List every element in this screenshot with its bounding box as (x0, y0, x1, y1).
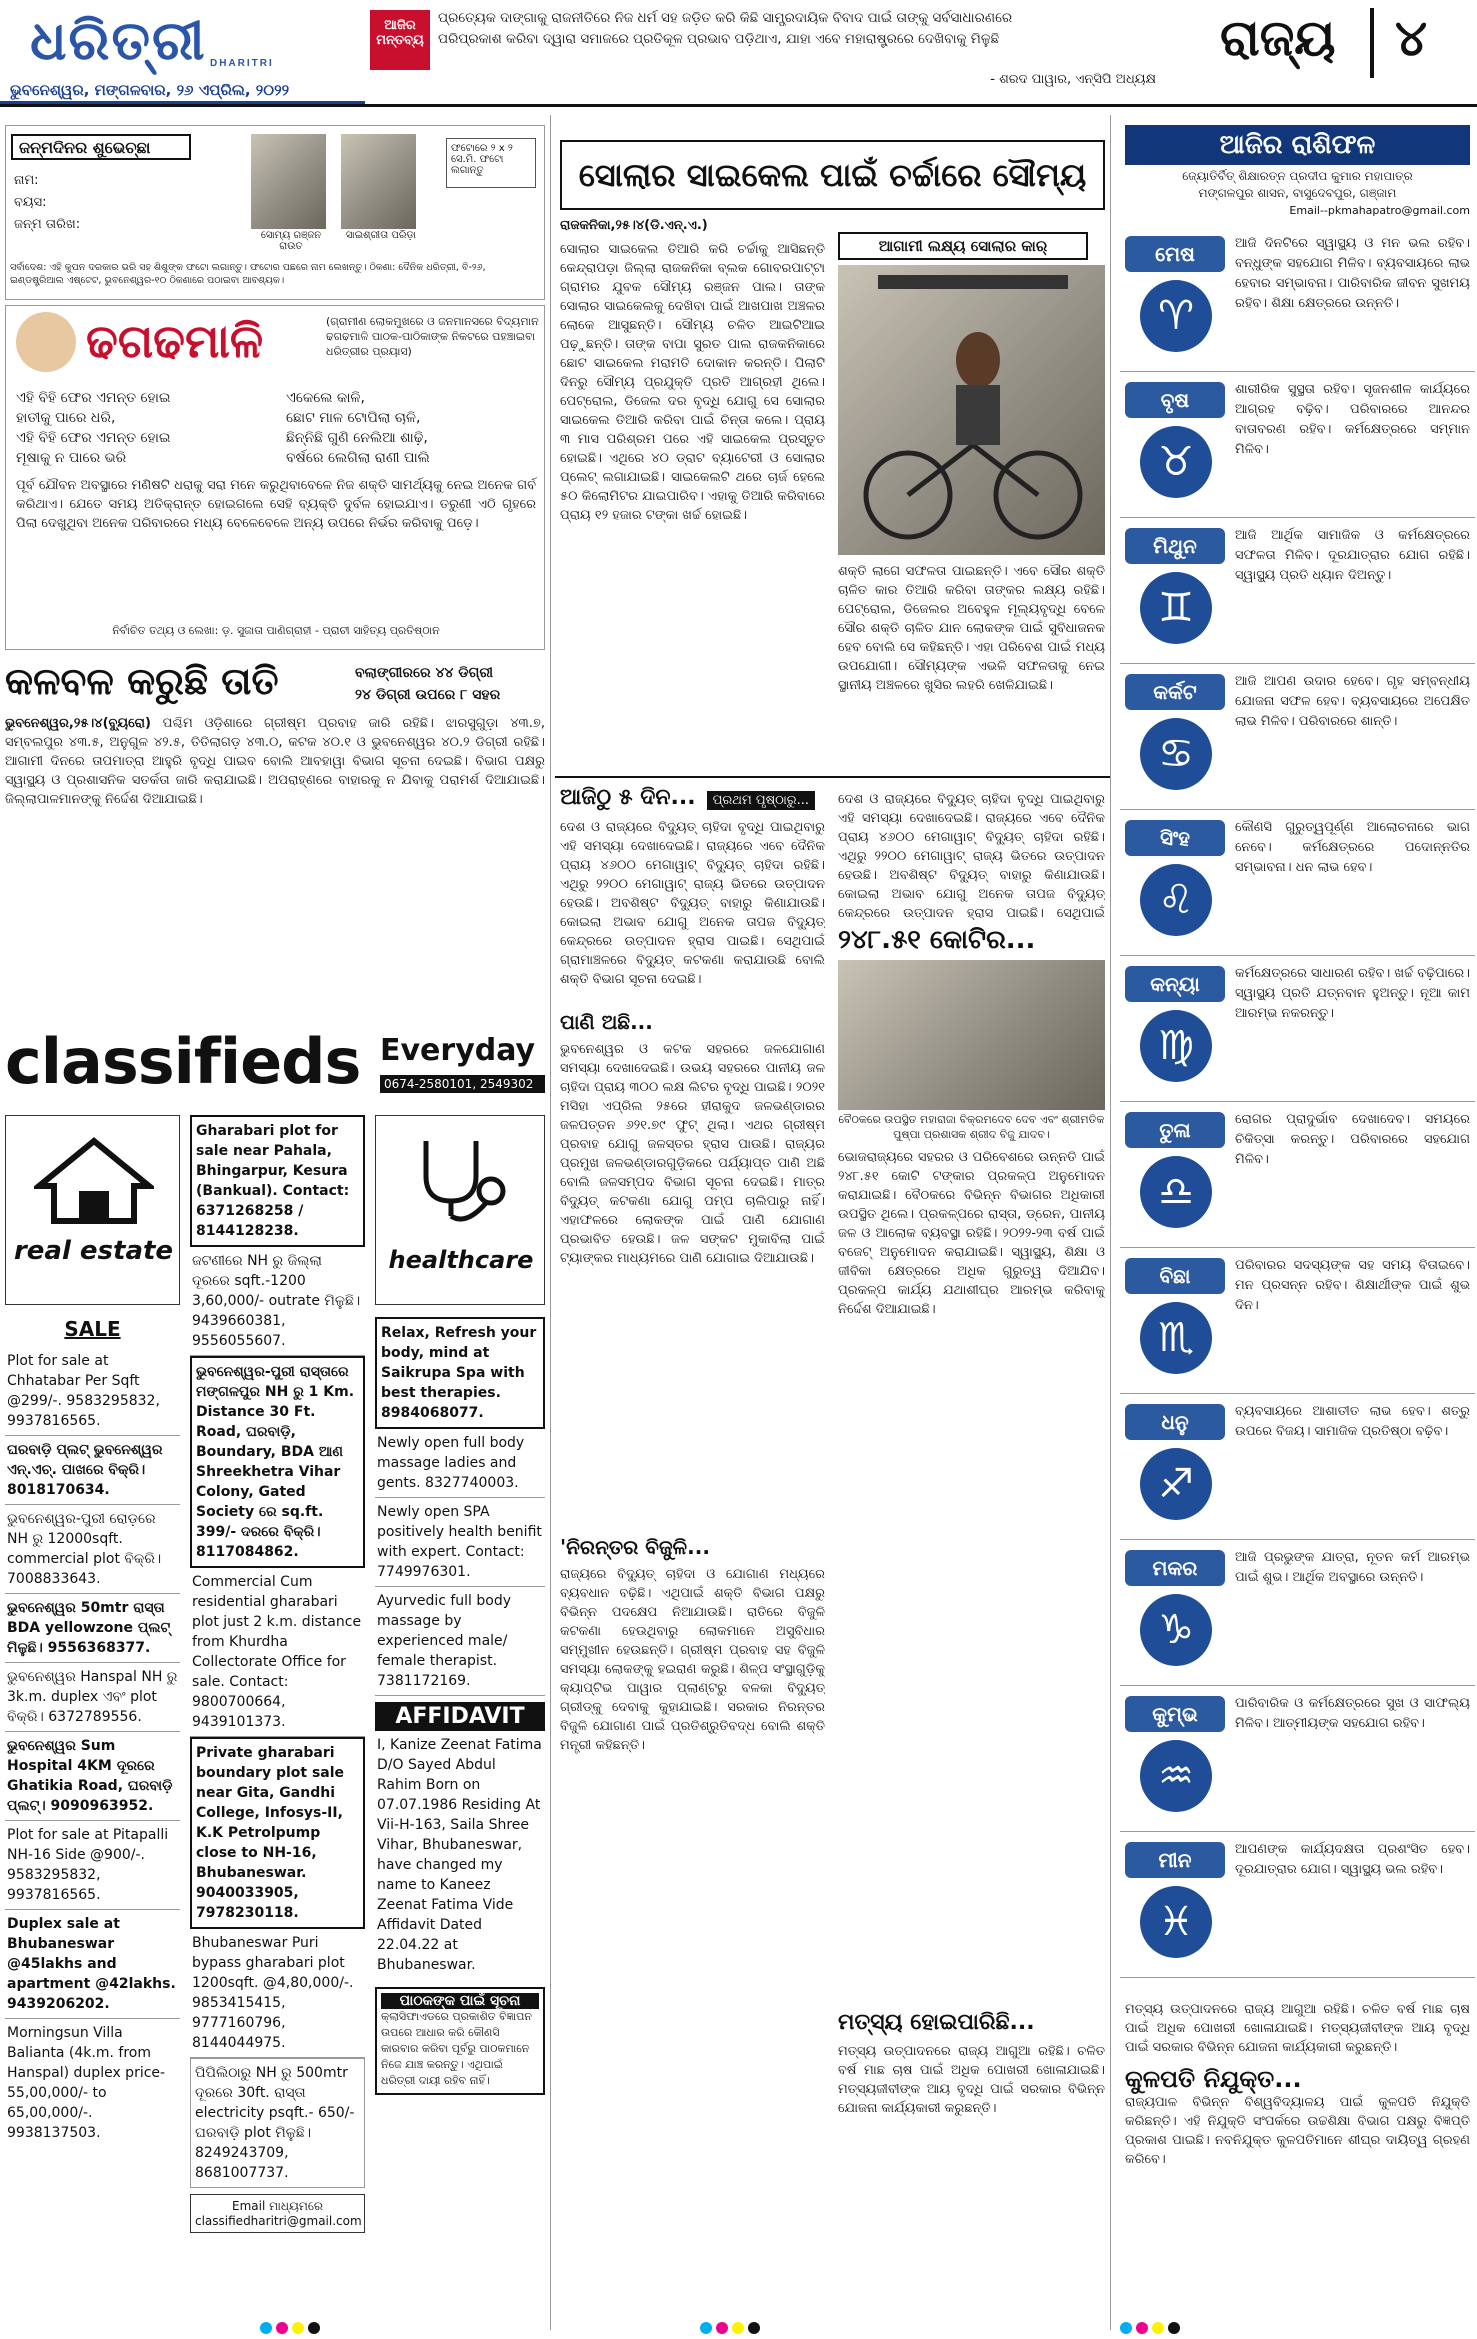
rashifal-byline (1125, 168, 1470, 219)
black-dot (308, 2322, 320, 2334)
poem-right-verse (286, 388, 536, 468)
classifieds-title: classifieds (5, 1025, 361, 1098)
kid-name-2: ସାଇଶ୍ରୀତା ପରିଡ଼ା (345, 230, 417, 241)
zodiac-glyph: ♐ (1158, 1461, 1194, 1507)
poem-left-verse (16, 388, 266, 468)
zodiac-glyph: ♒ (1158, 1753, 1194, 1799)
zodiac-forecast: ଶାରୀରିକ ସୁସ୍ଥତା ରହିବ। ସୃଜନଶୀଳ କାର୍ଯ୍ୟରେ ଆଗ୍ରହ ବଢ଼ିବ। ପରିବାରରେ ଆନନ୍ଦର ବାତାବରଣ ରହିବ। କର୍ମକ୍ଷେତ୍ରରେ ସମ୍ମାନ ମିଳିବ। (1235, 382, 1470, 457)
birthday-form (14, 170, 244, 236)
cyan-dot (1120, 2322, 1132, 2334)
zodiac-sign-label: ମେଷ (1125, 236, 1225, 272)
verse-line: ମୂଷାକୁ ନ ପାରେ ଭରି (16, 450, 127, 466)
quote-line-2: ପରିପ୍ରକାଶ କରିବା ଦ୍ୱାରା ସମାଜରେ ପ୍ରତିକୂଳ ପ୍ରଭାବ ପଡ଼ିଥାଏ, ଯାହା ଏବେ ମହାରାଷ୍ଟ୍ରରେ ଦେଖିବାକୁ ମିଳୁଛି (438, 31, 1000, 47)
zodiac-glyph: ♏ (1158, 1315, 1194, 1361)
form-field-age: ବୟସ: (14, 195, 47, 210)
lead-photo-caption: ଆଗାମୀ ଲକ୍ଷ୍ୟ ସୋଲାର କାର୍ (838, 232, 1088, 260)
continued-tag: ପ୍ରଥମ ପୃଷ୍ଠାରୁ... (707, 791, 815, 810)
cyan-dot (260, 2322, 272, 2334)
cartoon-face-icon (16, 312, 76, 372)
reader-notice-text: କ୍ଲାସିଫାଏଡରେ ପ୍ରକାଶିତ ବିଜ୍ଞାପନ ଉପରେ ଆଧାର କରି କୌଣସି କାରବାର କରିବା ପୂର୍ବରୁ ପାଠକମାନେ ନିଜେ ଯାଞ୍ଚ କରନ୍ତୁ। ଏଥିପାଇଁ ଧରିତ୍ରୀ ଦାୟୀ ରହିବ ନାହିଁ। (381, 2010, 532, 2087)
zodiac-glyph: ♈ (1158, 293, 1194, 339)
zodiac-symbol-icon (1140, 1886, 1212, 1958)
print-registration-strip (0, 2322, 1477, 2339)
lead-rule (555, 776, 1110, 778)
solar-cycle-illustration (838, 265, 1105, 555)
classified-ad: Newly open full body massage ladies and gents. 8327740003. (375, 1429, 545, 1498)
zodiac-symbol-icon (1140, 718, 1212, 790)
poem-title: ଢଗଢମାଳି (86, 314, 264, 368)
classified-ad: ପିପିଲିଠାରୁ NH ରୁ 500mtr ଦୂରରେ 30ft. ରାସ୍ତା electricity psqft.- 650/- ଘରବାଡ଼ି plot ମିଳୁଛି। 8249243709, 8681007737. (190, 2058, 365, 2188)
verse-line: ବର୍ଷରେ ଲେଗିଲା ରାଣୀ ପାଲି (286, 450, 430, 466)
form-field-name: ନାମ: (14, 173, 39, 188)
zodiac-forecast: ଆପଣଙ୍କ କାର୍ଯ୍ୟଦକ୍ଷତା ପ୍ରଶଂସିତ ହେବ। ଦୂରଯାତ୍ରାର ଯୋଗ। ସ୍ୱାସ୍ଥ୍ୟ ଭଲ ରହିବ। (1235, 1842, 1470, 1877)
classified-ad: Gharabari plot for sale near Pahala, Bhingarpur, Kesura (Bankual). Contact: 6371268258 / 8144128238. (190, 1115, 365, 1247)
rashifal-entry (1120, 960, 1475, 1102)
classified-ad: Newly open SPA positively health benifit with expert. Contact: 7749976301. (375, 1498, 545, 1587)
classified-col-2 (190, 1115, 365, 2233)
aaji-body-continued: ଦେଶ ଓ ରାଜ୍ୟରେ ବିଦ୍ୟୁତ୍ ଚାହିଦା ବୃଦ୍ଧି ପାଇଥିବାରୁ ଏହି ସମସ୍ୟା ଦେଖାଦେଇଛି। ରାଜ୍ୟରେ ଏବେ ଦୈନିକ ପ୍ରାୟ ୪୬୦୦ ମେଗାୱାଟ୍ ବିଦ୍ୟୁତ୍ ଚାହିଦା ରହିଛି। ଏଥିରୁ ୨୨୦୦ ମେଗାୱାଟ୍ ରାଜ୍ୟ ଭିତରେ ଉତ୍ପାଦନ ହେଉଛି। ଅବଶିଷ୍ଟ ବିଦ୍ୟୁତ୍ ବାହାରୁ କିଣାଯାଉଛି। କୋଇଲା ଅଭାବ ଯୋଗୁ ଅନେକ ତାପଜ ବିଦ୍ୟୁତ୍ କେନ୍ଦ୍ରରେ ଉତ୍ପାଦନ ହ୍ରାସ ପାଇଛି। ସେଥିପାଇଁ (838, 792, 1105, 920)
cyan-dot (700, 2322, 712, 2334)
dateline: ଭୁବନେଶ୍ୱର, ମଙ୍ଗଳବାର, ୨୬ ଏପ୍ରିଲ, ୨୦୨୨ (0, 78, 365, 104)
zodiac-symbol-icon (1140, 1156, 1212, 1228)
photo-note: ଫଟୋରେ ୨ x ୨ ସେ.ମି. ଫଟୋ ଲଗାନ୍ତୁ (446, 138, 536, 188)
email-line: Email ମାଧ୍ୟମରେ classifiedharitri@gmail.com (195, 2199, 362, 2228)
rashifal-entry (1120, 376, 1475, 518)
affidavit-header: AFFIDAVIT (375, 1702, 545, 1731)
kulapati-body: ରାଜ୍ୟପାଳ ବିଭିନ୍ନ ବିଶ୍ୱବିଦ୍ୟାଳୟ ପାଇଁ କୁଳପତି ନିଯୁକ୍ତି କରିଛନ୍ତି। ଏହି ନିଯୁକ୍ତି ସଂପର୍କରେ ଉଚ୍ଚଶିକ୍ଷା ବିଭାଗ ପକ୍ଷରୁ ବିଜ୍ଞପ୍ତି ପ୍ରକାଶ ପାଇଛି। ନବନିଯୁକ୍ତ କୁଳପତିମାନେ ଶୀଘ୍ର ଦାୟିତ୍ୱ ଗ୍ରହଣ କରିବେ। (1125, 2095, 1470, 2167)
zodiac-forecast: କୌଣସି ଗୁରୁତ୍ୱପୂର୍ଣ୍ଣ ଆଲୋଚନାରେ ଭାଗ ନେବେ। କର୍ମକ୍ଷେତ୍ରରେ ପଦୋନ୍ନତିର ସମ୍ଭାବନା। ଧନ ଲାଭ ହେବ। (1235, 820, 1470, 875)
magenta-dot (1136, 2322, 1148, 2334)
nirantar-headline: 'ନିରନ୍ତର ବିଜୁଳି... (560, 1535, 710, 1559)
quote-text (438, 8, 1158, 50)
heat-text: ପଶ୍ଚିମ ଓଡ଼ିଶାରେ ଗ୍ରୀଷ୍ମ ପ୍ରବାହ ଜାରି ରହିଛି। ଝାରସୁଗୁଡ଼ା ୪୩.୭, ସମ୍ବଲପୁର ୪୩.୫, ଅନୁଗୁଳ ୪୨.୫, ତିତିଲାଗଡ଼ ୪୩.୦, କଟକ ୪୦.୧ ଓ ଭୁବନେଶ୍ୱର ୪୦.୨ ଡିଗ୍ରୀ ରହିଛି। ଆଗାମୀ ଦିନରେ ତାପମାତ୍ରା ଆହୁରି ବୃଦ୍ଧି ପାଇବ ବୋଲି ଆବହାୱା ବିଭାଗ ସୂଚନା ଦେଇଛି। ବିଭାଗ ପକ୍ଷରୁ ସ୍ୱାସ୍ଥ୍ୟ ଓ ପ୍ରଶାସନିକ ସତର୍କତା ଜାରି କରାଯାଇଛି। ଅପରାହ୍ଣରେ ବାହାରକୁ ନ ଯିବାକୁ ପରାମର୍ଶ ଦିଆଯାଇଛି। ଜିଲ୍ଲାପାଳମାନଙ୍କୁ ନିର୍ଦ୍ଦେଶ ଦିଆଯାଇଛି। (5, 716, 545, 807)
column-divider-left (550, 115, 551, 2330)
classified-ad: ଜଟଣୀରେ NH ରୁ ଜିଲ୍ଲା ଦୂରରେ sqft.-1200 3,60,000/- outrate ମିଳୁଛି। 9439660381, 9556055607. (190, 1247, 365, 1356)
zodiac-forecast: ପରିବାରର ସଦସ୍ୟଙ୍କ ସହ ସମୟ ବିତାଇବେ। ମନ ପ୍ରସନ୍ନ ରହିବ। ଶିକ୍ଷାର୍ଥୀଙ୍କ ପାଇଁ ଶୁଭ ଦିନ। (1235, 1258, 1470, 1313)
zodiac-sign-label: କନ୍ୟା (1125, 966, 1225, 1002)
paani-body: ଭୁବନେଶ୍ୱର ଓ କଟକ ସହରରେ ଜଳଯୋଗାଣ ସମସ୍ୟା ଦେଖାଦେଇଛି। ଉଭୟ ସହରରେ ପାନୀୟ ଜଳ ଚାହିଦା ପ୍ରାୟ ୩୦୦ ଲକ୍ଷ ଲିଟର ବୃଦ୍ଧି ପାଇଛି। ୨୦୨୧ ମସିହା ଏପ୍ରିଲ ୨୫ରେ ହୀରାକୁଦ ଜଳଭଣ୍ଡାରର ଜଳପତ୍ତନ ୬୨୧.୭୯ ଫୁଟ୍ ଥିଲା। ଏଥର ଗ୍ରୀଷ୍ମ ପ୍ରବାହ ଯୋଗୁ ଜଳସ୍ତର ହ୍ରାସ ପାଉଛି। ରାଜ୍ୟର ପ୍ରମୁଖ ଜଳଭଣ୍ଡାରଗୁଡ଼ିକରେ ପର୍ଯ୍ୟାପ୍ତ ପାଣି ଅଛି ବୋଲି ଜଳସମ୍ପଦ ବିଭାଗ ସୂଚନା ଦେଇଛି। ମାତ୍ର ବିଦ୍ୟୁତ୍ କଟକଣା ଯୋଗୁ ପମ୍ପ ଚାଲିପାରୁ ନାହିଁ। ଏହାଫଳରେ ଲୋକଙ୍କ ପାଇଁ ପାଣି ଯୋଗାଣ ପ୍ରଭାବିତ ହେଉଛି। ଜଳ ସଙ୍କଟ ମୁକାବିଲା ପାଇଁ ଟ୍ୟାଙ୍କର ମାଧ୍ୟମରେ ପାଣି ଯୋଗାଇ ଦିଆଯାଉଛି। (560, 1042, 825, 1266)
verse-line: ଏହି ବିହି ଫେର ଏମନ୍ତ ହୋଇ (16, 390, 171, 406)
heat-dateline: ଭୁବନେଶ୍ୱର,୨୫।୪(ବ୍ୟୁରୋ) (5, 716, 151, 731)
column-divider-right (1110, 115, 1111, 2330)
rashifal-address: ମଙ୍ଗଳପୁର ଶାସନ, ବାସୁଦେବପୁର, ଗଞ୍ଜାମ (1198, 186, 1397, 200)
rashifal-title: ଆଜିର ରାଶିଫଳ (1125, 125, 1470, 165)
rashifal-author: ଜ୍ୟୋତିର୍ବିତ୍ ଶିକ୍ଷାରତ୍ନ ପ୍ରଦୀପ କୁମାର ମହାପାତ୍ର (1182, 169, 1413, 183)
matsya-headline: ମତ୍ସ୍ୟ ହୋଇପାରିଛି... (838, 2010, 1035, 2035)
zodiac-symbol-icon (1140, 1302, 1212, 1374)
zodiac-symbol-icon (1140, 1594, 1212, 1666)
kulapati-intro: ମତ୍ସ୍ୟ ଉତ୍ପାଦନରେ ରାଜ୍ୟ ଆଗୁଆ ରହିଛି। ଚଳିତ ବର୍ଷ ମାଛ ଚାଷ ପାଇଁ ଅଧିକ ପୋଖରୀ ଖୋଳାଯାଇଛି। ମତ୍ସ୍ୟଜୀବୀଙ୍କ ଆୟ ବୃଦ୍ଧି ପାଇଁ ସରକାର ବିଭିନ୍ନ ଯୋଜନା କାର୍ଯ୍ୟକାରୀ କରୁଛନ୍ତି। (1125, 2002, 1470, 2055)
poem-body: ପୂର୍ବ ଯୌବନ ଅବସ୍ଥାରେ ମଣିଷଟି ଧରାକୁ ସରା ମନେ କରୁଥିବାବେଳେ ନିଜ ଶକ୍ତି ସାମର୍ଥ୍ୟକୁ ନେଇ ଅନେକ ଗର୍ବ କରିଥାଏ। ଯେତେ ସମୟ ଅତିକ୍ରାନ୍ତ ହୋଇଗଲେ ସେହି ବ୍ୟକ୍ତି ଦୁର୍ବଳ ହୋଇଯାଏ। ତରୁଣୀ ଏଠି ଗୃହରେ ପିଲା ଦେଖୁଥିବା ଅନେକ ପରିବାରରେ ମଧ୍ୟ ବେଳେବେଳେ ଅନ୍ୟ ଉପରେ ନିର୍ଭର କରିବାକୁ ପଡ଼େ। (16, 478, 536, 531)
zodiac-glyph: ♑ (1158, 1607, 1194, 1653)
rashifal-entry (1120, 1106, 1475, 1248)
classified-ad: Relax, Refresh your body, mind at Saikrupa Spa with best therapies. 8984068077. (375, 1317, 545, 1429)
title-divider (1370, 8, 1374, 78)
classifieds-section (5, 1025, 545, 2325)
money-headline: ୨୪୮.୫୧ କୋଟିର... (838, 925, 1036, 955)
zodiac-glyph: ♊ (1158, 585, 1194, 631)
zodiac-symbol-icon (1140, 1448, 1212, 1520)
lead-photo (838, 265, 1105, 555)
quote-tag: ଆଜିର ମନ୍ତବ୍ୟ (370, 10, 430, 70)
verse-line: ଛିନ୍ନିଛି ଗୁଣି ନେଲିଆ ଶାଢ଼ି, (286, 430, 428, 446)
healthcare-label: healthcare (388, 1246, 534, 1274)
black-dot (1168, 2322, 1180, 2334)
kid-photo-1 (251, 134, 326, 229)
logo-subtext: DHARITRI (210, 58, 274, 69)
classified-ad: ଘରବାଡ଼ି ପ୍ଲଟ୍ ଭୁବନେଶ୍ୱର ଏନ୍.ଏଚ୍. ପାଖରେ ବିକ୍ରି। 8018170634. (5, 1436, 180, 1505)
classifieds-phone: 0674-2580101, 2549302 (380, 1075, 545, 1093)
classified-ad: Plot for sale at Chhatabar Per Sqft @299/-. 9583295832, 9937816565. (5, 1347, 180, 1436)
zodiac-sign-label: ବିଛା (1125, 1258, 1225, 1294)
classified-ad: Ayurvedic full body massage by experienced male/ female therapist. 7381172169. (375, 1587, 545, 1696)
birthday-note: ସର୍ବାଦେଶ: ଏହି କୁପନ ଦରକାର ଭରି ସହ ଶିଶୁଙ୍କ ଫଟୋ ଲଗାନ୍ତୁ। ଫଟୋର ପଛରେ ନାମ ଲେଖନ୍ତୁ। ଠିକଣା: ଦୈନିକ ଧରିତ୍ରୀ, ବି-୨୬, ଇଣ୍ଡଷ୍ଟ୍ରିଆଲ ଏଷ୍ଟେଟ, ଭୁବନେଶ୍ୱର-୧୦ ଠିକଣାରେ ପଠାଇବା ଆବଶ୍ୟକ। (10, 262, 486, 286)
zodiac-glyph: ♓ (1158, 1899, 1194, 1945)
stethoscope-icon (406, 1131, 516, 1231)
classified-ad: Morningsun Villa Balianta (4k.m. from Hanspal) duplex price- 55,00,000/- to 65,00,000/-. 9938137503. (7, 2025, 166, 2141)
classified-ad: Plot for sale at Pitapalli NH-16 Side @900/-. 9583295832, 9937816565. (5, 1821, 180, 1910)
zodiac-sign-label: ବୃଷ (1125, 382, 1225, 418)
zodiac-symbol-icon (1140, 572, 1212, 644)
heat-story (5, 658, 545, 1038)
quote-of-the-day (370, 6, 1160, 96)
kid-name-1: ସୋମ୍ୟ ରଞ୍ଜନ ରାଉତ (260, 230, 322, 252)
nirantar-body: ରାଜ୍ୟରେ ବିଦ୍ୟୁତ୍ ଚାହିଦା ଓ ଯୋଗାଣ ମଧ୍ୟରେ ବ୍ୟବଧାନ ବଢ଼ିଛି। ଏଥିପାଇଁ ଶକ୍ତି ବିଭାଗ ପକ୍ଷରୁ ବିଭିନ୍ନ ପଦକ୍ଷେପ ନିଆଯାଉଛି। ରାତିରେ ବିଜୁଳି କଟକଣା ହେଉଥିବାରୁ ଲୋକମାନେ ଅସୁବିଧାର ସମ୍ମୁଖୀନ ହେଉଛନ୍ତି। ଗ୍ରୀଷ୍ମ ପ୍ରବାହ ସହ ବିଜୁଳି ସମସ୍ୟା ଲୋକଙ୍କୁ ହଇରାଣ କରୁଛି। ଶିଳ୍ପ ସଂସ୍ଥାଗୁଡ଼ିକୁ କ୍ୟାପ୍ଟିଭ ପାୱାର ପ୍ଲାଣ୍ଟରୁ ବଳକା ବିଦ୍ୟୁତ୍ ଗ୍ରୀଡ୍‌କୁ ଦେବାକୁ କୁହାଯାଇଛି। ସରକାର ନିରନ୍ତର ବିଜୁଳି ଯୋଗାଣ ପାଇଁ ପ୍ରତିଶ୍ରୁତିବଦ୍ଧ ବୋଲି ଶକ୍ତି ମନ୍ତ୍ରୀ କହିଛନ୍ତି। (560, 1567, 825, 1753)
zodiac-symbol-icon (1140, 280, 1212, 352)
verse-line: ଏକେଲେ କାଳି, (286, 390, 365, 406)
zodiac-sign-label: ସିଂହ (1125, 820, 1225, 856)
real-estate-label: real estate (13, 1236, 174, 1266)
zodiac-symbol-icon (1140, 1010, 1212, 1082)
meeting-photo-caption: ବୈଠକରେ ଉପସ୍ଥିତ ମହାରାଜା ବିକ୍ରମଦେବ ଦେବ ଏବଂ ଶ୍ରୀମତିକ ପୁଷ୍ପା ପ୍ରଶାସକ ଶ୍ରୀଦ ବିଜୁ ଯାଦବ। (838, 1113, 1105, 1141)
house-icon (34, 1136, 154, 1226)
kulapati-headline: କୁଳପତି ନିଯୁକ୍ତ... (1125, 2065, 1302, 2093)
zodiac-forecast: ଆଜି ଆପଣ ଉଦାର ହେବେ। ଗୃହ ସମ୍ବନ୍ଧୀୟ ଯୋଜନା ସଫଳ ହେବ। ବ୍ୟବସାୟରେ ଅପେକ୍ଷିତ ଲାଭ ମିଳିବ। ପରିବାରରେ ଶାନ୍ତି। (1235, 674, 1470, 729)
zodiac-forecast: ଆଜି ଆର୍ଥିକ ସାମାଜିକ ଓ କର୍ମକ୍ଷେତ୍ରରେ ସଫଳତା ମିଳିବ। ଦୂରଯାତ୍ରାର ଯୋଗ ରହିଛି। ସ୍ୱାସ୍ଥ୍ୟ ପ୍ରତି ଧ୍ୟାନ ଦିଅନ୍ତୁ। (1235, 528, 1470, 583)
money-body: ଭୋଜରାଜ୍ୟରେ ସହରର ଓ ପରିବେଶରେ ଉନ୍ନତି ପାଇଁ ୨୪୮.୫୧ କୋଟି ଟଙ୍କାର ପ୍ରକଳ୍ପ ଅନୁମୋଦନ କରାଯାଇଛି। ବୈଠକରେ ବିଭିନ୍ନ ବିଭାଗର ଅଧିକାରୀ ଉପସ୍ଥିତ ଥିଲେ। ପ୍ରକଳ୍ପରେ ରାସ୍ତା, ଡ୍ରେନ, ପାନୀୟ ଜଳ ଓ ଆଲୋକ ବ୍ୟବସ୍ଥା ରହିଛି। ୨୦୨୨-୨୩ ବର୍ଷ ପାଇଁ ବଜେଟ୍ ଅନୁମୋଦନ କରାଯାଇଛି। ସ୍ୱାସ୍ଥ୍ୟ, ଶିକ୍ଷା ଓ ଜୀବିକା କ୍ଷେତ୍ରରେ ଅଧିକ ଗୁରୁତ୍ୱ ଦିଆଯିବ। ପ୍ରକଳ୍ପ କାର୍ଯ୍ୟ ଯଥାଶୀଘ୍ର ଆରମ୍ଭ କରିବାକୁ ନିର୍ଦ୍ଦେଶ ଦିଆଯାଇଛି। (838, 1150, 1105, 1317)
page-number: ୪ (1395, 8, 1428, 67)
zodiac-glyph: ♉ (1158, 439, 1194, 485)
zodiac-forecast: କର୍ମକ୍ଷେତ୍ରରେ ସାଧାରଣ ରହିବ। ଖର୍ଚ୍ଚ ବଢ଼ିପାରେ। ସ୍ୱାସ୍ଥ୍ୟ ପ୍ରତି ଯତ୍ନବାନ ହୁଅନ୍ତୁ। ନୂଆ କାମ ଆରମ୍ଭ ନକରନ୍ତୁ। (1235, 966, 1470, 1021)
quote-line-1: ପ୍ରତ୍ୟେକ ଦାଙ୍ଗାକୁ ରାଜନୀତିରେ ନିଜ ଧର୍ମ ସହ ଜଡ଼ିତ କରି କିଛି ସାମ୍ପ୍ରଦାୟିକ ବିବାଦ ପାଇଁ ତାଙ୍କୁ ସର୍ବସାଧାରଣରେ (438, 10, 1013, 26)
form-field-dob: ଜନ୍ମ ତାରିଖ: (14, 217, 81, 232)
rashifal-entry (1120, 1398, 1475, 1540)
zodiac-glyph: ♋ (1158, 731, 1194, 777)
zodiac-sign-label: ମକର (1125, 1550, 1225, 1586)
heat-body (5, 714, 545, 809)
rashifal-entry (1120, 1544, 1475, 1686)
rashifal-entry (1120, 1836, 1475, 1978)
quote-author: - ଶରଦ ପାୱାର, ଏନ୍‌ସିପି ଅଧ୍ୟକ୍ଷ (990, 72, 1156, 87)
masthead-rule (0, 104, 1477, 107)
verse-line: ଛୋଟ ମାଳ ଟୋପିଲା ଚାଳି, (286, 410, 421, 426)
zodiac-glyph: ♎ (1158, 1169, 1194, 1215)
classified-ad: Commercial Cum residential gharabari plot just 2 k.m. distance from Khurdha Collectorate Office for sale. Contact: 9800700664, 9439101373. (190, 1568, 365, 1737)
yellow-dot (732, 2322, 744, 2334)
zodiac-sign-label: କୁମ୍ଭ (1125, 1696, 1225, 1732)
rashifal-list (1120, 230, 1475, 1990)
reader-notice-title: ପାଠକଙ୍କ ପାଇଁ ସୂଚନା (381, 1993, 539, 2009)
rashifal-entry (1120, 668, 1475, 810)
affidavit-text: I, Kanize Zeenat Fatima D/O Sayed Abdul Rahim Born on 07.07.1986 Residing At Vii-H-163, Saila Shree Vihar, Bhubaneswar, have changed my name to Kaneez Zeenat Fatima Vide Affidavit Dated 22.04.22 at Bhubaneswar. (377, 1737, 542, 1973)
poem-credit: ନିର୍ବାଚିତ ତଥ୍ୟ ଓ ଲେଖା: ଡ଼. ସୁଜାତା ପାଣିଗ୍ରାହୀ - ପ୍ରାଚୀ ସାହିତ୍ୟ ପ୍ରତିଷ୍ଠାନ (112, 624, 440, 637)
classified-ad: ଭୁବନେଶ୍ୱର 50mtr ରାସ୍ତା BDA yellowzone ପ୍ଲଟ୍ ମିଳୁଛି। 9556368377. (5, 1594, 180, 1663)
heat-headline: କଳବଳ କରୁଛି ତାତି (5, 658, 279, 703)
email-box (190, 2194, 365, 2233)
zodiac-symbol-icon (1140, 1740, 1212, 1812)
zodiac-sign-label: କର୍କଟ (1125, 674, 1225, 710)
birthday-box (5, 125, 545, 300)
yellow-dot (292, 2322, 304, 2334)
lead-dateline: ରାଜକନିକା,୨୫।୪(ଡି.ଏନ୍.ଏ.) (560, 218, 708, 233)
zodiac-symbol-icon (1140, 864, 1212, 936)
page-title: ରାଜ୍ୟ (1220, 8, 1336, 67)
kulapati-story (1125, 2000, 1470, 2169)
page-title-block (1220, 8, 1470, 78)
zodiac-symbol-icon (1140, 426, 1212, 498)
rashifal-email: Email--pkmahapatro@gmail.com (1289, 204, 1470, 217)
black-dot (748, 2322, 760, 2334)
classified-ad: Private gharabari boundary plot sale near Gita, Gandhi College, Infosys-II, K.K Petrolpump close to NH-16, Bhubaneswar. 9040033905, 7978230118. (190, 1737, 365, 1929)
zodiac-forecast: ରୋଗର ପ୍ରାଦୁର୍ଭାବ ଦେଖାଦେବ। ସମୟରେ ଚିକିତ୍ସା କରନ୍ତୁ। ପରିବାରରେ ସହଯୋଗ ମିଳିବ। (1235, 1112, 1470, 1167)
aaji-headline: ଆଜିଠୁ ୫ ଦିନ... (560, 785, 696, 810)
classified-ad: ଭୁବନେଶ୍ୱର Hanspal NH ରୁ 3k.m. duplex ଏବଂ plot ବିକ୍ରି। 6372789556. (5, 1663, 180, 1732)
zodiac-forecast: ଆଜି ପ୍ରଭୁଙ୍କ ଯାତ୍ରା, ନୂତନ କର୍ମ ଆରମ୍ଭ ପାଇଁ ଶୁଭ। ଆର୍ଥିକ ଅବସ୍ଥାରେ ଉନ୍ନତି। (1235, 1550, 1470, 1585)
zodiac-sign-label: ଧନୁ (1125, 1404, 1225, 1440)
zodiac-forecast: ବ୍ୟବସାୟରେ ଆଶାତୀତ ଲାଭ ହେବ। ଶତ୍ରୁ ଉପରେ ବିଜୟ। ସାମାଜିକ ପ୍ରତିଷ୍ଠା ବଢ଼ିବ। (1235, 1404, 1470, 1439)
classified-col-3 (375, 1317, 545, 2095)
rashifal-entry (1120, 522, 1475, 664)
classified-col-1 (5, 1347, 180, 2147)
classified-ad: ଭୁବନେଶ୍ୱର-ପୁରୀ ରୋଡ଼ରେ NH ରୁ 12000sqft. commercial plot ବିକ୍ରି। 7008833643. (5, 1505, 180, 1594)
classifieds-everyday: Everyday (380, 1033, 536, 1068)
lead-body-continued: ଶକ୍ତି ଲାଗେ ସଫଳତା ପାଇଛନ୍ତି। ଏବେ ସୌର ଶକ୍ତି ଚାଳିତ କାର ତିଆରି କରିବା ତାଙ୍କର ଲକ୍ଷ୍ୟ ରହିଛି। ପେଟ୍ରୋଲ, ଡିଜେଲର ଅବେହୁଳ ମୂଲ୍ୟବୃଦ୍ଧି ବେଳେ ସୌର ଶକ୍ତି ଚାଳିତ ଯାନ ଲୋକଙ୍କ ପାଇଁ ସୁବିଧାଜନକ ହେବ ବୋଲି ସେ କହିଛନ୍ତି। ଏହା ପରିବେଶ ପାଇଁ ମଧ୍ୟ ଉପଯୋଗୀ। ସୌମ୍ୟଙ୍କ ଏଭଳି ସଫଳତାକୁ ନେଇ ସ୍ଥାନୀୟ ଅଞ୍ଚଳରେ ଖୁସିର ଲହରି ଖେଳିଯାଇଛି। (838, 564, 1105, 693)
yellow-dot (1152, 2322, 1164, 2334)
zodiac-forecast: ପାରିବାରିକ ଓ କର୍ମକ୍ଷେତ୍ରରେ ସୁଖ ଓ ସାଫଲ୍ୟ ମିଳିବ। ଆତ୍ମୀୟଙ୍କ ସହଯୋଗ ରହିବ। (1235, 1696, 1470, 1731)
zodiac-forecast: ଆଜି ଦିନଟିରେ ସ୍ୱାସ୍ଥ୍ୟ ଓ ମନ ଭଲ ରହିବ। ବନ୍ଧୁଙ୍କ ସହଯୋଗ ମିଳିବ। ବ୍ୟବସାୟରେ ଲାଭ ହେବାର ସମ୍ଭାବନା। ପାରିବାରିକ ଜୀବନ ସୁଖମୟ ରହିବ। ଶିକ୍ଷା କ୍ଷେତ୍ରରେ ଉନ୍ନତି। (1235, 236, 1470, 311)
rashifal-entry (1120, 814, 1475, 956)
aaji-story (560, 785, 830, 810)
zodiac-glyph: ♍ (1158, 1023, 1194, 1069)
birthday-title: ଜନ୍ମଦିନର ଶୁଭେଚ୍ଛା (11, 134, 191, 160)
heat-subhead-1: ବଲାଙ୍ଗୀରରେ ୪୪ ଡିଗ୍ରୀ (355, 665, 494, 681)
classified-ad: ଭୁବନେଶ୍ୱର Sum Hospital 4KM ଦୂରରେ Ghatikia Road, ଘରବାଡ଼ି ପ୍ଲଟ୍। 9090963952. (5, 1732, 180, 1821)
classified-ad: Bhubaneswar Puri bypass gharabari plot 1200sqft. @4,80,000/-. 9853415415, 9777160796, 8144044975. (190, 1929, 365, 2058)
kid-photo-2 (341, 134, 416, 229)
healthcare-banner (375, 1115, 545, 1305)
poem-box (5, 305, 545, 650)
zodiac-sign-label: ମିଥୁନ (1125, 528, 1225, 564)
meeting-photo (838, 960, 1105, 1110)
heat-subhead-2: ୨୪ ଡିଗ୍ରୀ ଉପରେ ୮ ସହର (355, 687, 501, 703)
magenta-dot (276, 2322, 288, 2334)
sale-header: SALE (64, 1317, 121, 1341)
classified-ad: ଭୁବନେଶ୍ୱର-ପୁରୀ ରାସ୍ତାରେ ମଙ୍ଗଳପୁର NH ରୁ 1 Km. Distance 30 Ft. Road, ଘରବାଡ଼ି, Boundary, BDA ଆଣ Shreekhetra Vihar Colony, Gated Society ରେ sq.ft. 399/- ଦରରେ ବିକ୍ରି। 8117084862. (190, 1356, 365, 1568)
zodiac-glyph: ♌ (1158, 877, 1194, 923)
verse-line: ହାତୀକୁ ପାରେ ଧରି, (16, 410, 116, 426)
lead-headline: ସୋଲାର ସାଇକେଲ ପାଇଁ ଚର୍ଚ୍ଚାରେ ସୌମ୍ୟ (560, 140, 1105, 210)
rashifal-entry (1120, 1252, 1475, 1394)
classified-ad: Duplex sale at Bhubaneswar @45lakhs and apartment @42lakhs. 9439206202. (5, 1910, 180, 2019)
paani-headline: ପାଣି ଅଛି... (560, 1010, 653, 1034)
masthead-logo (30, 8, 360, 78)
zodiac-sign-label: ମୀନ (1125, 1842, 1225, 1878)
rashifal-entry (1120, 230, 1475, 372)
logo-text: ଧରିତ୍ରୀ (30, 8, 207, 72)
heat-subheads (355, 662, 545, 706)
poem-intro: (ଗ୍ରାମୀଣ ଲୋକମୁଖରେ ଓ ଜନମାନସରେ ବିଦ୍ୟମାନ ଢଗଢମାଳି ପାଠକ-ପାଠିକାଙ୍କ ନିକଟରେ ପହଞ୍ଚାଇବା ଧରିତ୍ରୀର ପ୍ରୟାସ) (326, 315, 539, 358)
verse-line: ଏହି ବିହି ଫେର ଏମନ୍ତ ହୋଇ (16, 430, 171, 446)
real-estate-banner (5, 1115, 180, 1305)
zodiac-sign-label: ତୁଳା (1125, 1112, 1225, 1148)
rashifal-entry (1120, 1690, 1475, 1832)
reader-notice (375, 1987, 545, 2095)
magenta-dot (716, 2322, 728, 2334)
matsya-body: ମତ୍ସ୍ୟ ଉତ୍ପାଦନରେ ରାଜ୍ୟ ଆଗୁଆ ରହିଛି। ଚଳିତ ବର୍ଷ ମାଛ ଚାଷ ପାଇଁ ଅଧିକ ପୋଖରୀ ଖୋଳାଯାଇଛି। ମତ୍ସ୍ୟଜୀବୀଙ୍କ ଆୟ ବୃଦ୍ଧି ପାଇଁ ସରକାର ବିଭିନ୍ନ ଯୋଜନା କାର୍ଯ୍ୟକାରୀ କରୁଛନ୍ତି। (838, 2044, 1105, 2116)
aaji-body: ଦେଶ ଓ ରାଜ୍ୟରେ ବିଦ୍ୟୁତ୍ ଚାହିଦା ବୃଦ୍ଧି ପାଇଥିବାରୁ ଏହି ସମସ୍ୟା ଦେଖାଦେଇଛି। ରାଜ୍ୟରେ ଏବେ ଦୈନିକ ପ୍ରାୟ ୪୬୦୦ ମେଗାୱାଟ୍ ବିଦ୍ୟୁତ୍ ଚାହିଦା ରହିଛି। ଏଥିରୁ ୨୨୦୦ ମେଗାୱାଟ୍ ରାଜ୍ୟ ଭିତରେ ଉତ୍ପାଦନ ହେଉଛି। ଅବଶିଷ୍ଟ ବିଦ୍ୟୁତ୍ ବାହାରୁ କିଣାଯାଉଛି। କୋଇଲା ଅଭାବ ଯୋଗୁ ଅନେକ ତାପଜ ବିଦ୍ୟୁତ୍ କେନ୍ଦ୍ରରେ ଉତ୍ପାଦନ ହ୍ରାସ ପାଇଛି। ସେଥିପାଇଁ ଗ୍ରାମାଞ୍ଚଳରେ ବିଦ୍ୟୁତ୍ କଟକଣା କରାଯାଉଛି ବୋଲି ଶକ୍ତି ବିଭାଗ ସୂଚନା ଦେଇଛି। (560, 820, 825, 987)
lead-body: ସୋଲାର ସାଇକେଲ ତିଆରି କରି ଚର୍ଚ୍ଚାକୁ ଆସିଛନ୍ତି କେନ୍ଦ୍ରାପଡ଼ା ଜିଲ୍ଲା ରାଜକନିକା ବ୍ଲକ ଗୋବରପାଟ୍ଟା ଗ୍ରାମର ଯୁବକ ସୌମ୍ୟ ରଞ୍ଜନ ପାଲ। ତାଙ୍କ ସୋଲାର ସାଇକେଲକୁ ଦେଖିବା ପାଇଁ ଆଖପାଖ ଅଞ୍ଚଳର ଲୋକେ ଆସୁଛନ୍ତି। ସୌମ୍ୟ ଚଳିତ ଆଇଟିଆଇ ପଢ଼ୁଛନ୍ତି। ତାଙ୍କ ବାପା ସୁରତ ପାଲ ରାଜକନିକାରେ ଛୋଟ ସାଇକେଲ ମରାମତି ଦୋକାନ କରନ୍ତି। ପିଲାଟି ଦିନରୁ ସୌମ୍ୟ ପ୍ରଯୁକ୍ତି ପ୍ରତି ଆଗ୍ରହୀ ଥିଲେ। ପେଟ୍ରୋଲ, ଡିଜେଲ ଦର ବୃଦ୍ଧି ଯୋଗୁ ସେ ସୋଲାର ସାଇକେଲ ତିଆରି କରିବା ପାଇଁ ଚିନ୍ତା କଲେ। ପ୍ରାୟ ୩ ମାସ ପରିଶ୍ରମ ପରେ ଏହି ସାଇକେଲ ପ୍ରସ୍ତୁତ ହୋଇଛି। ଏଥିରେ ୪୦ ଡ୍ରାଟ ବ୍ୟାଟେରୀ ଓ ସୋଲାର ପ୍ଲେଟ୍ ଲଗାଯାଇଛି। ସାଇକେଲଟି ଥରେ ଚାର୍ଜ ହେଲେ ୫୦ କିଲୋମିଟର ଯାଇପାରିବ। ଏହାକୁ ତିଆରି କରିବାରେ ପ୍ରାୟ ୧୨ ହଜାର ଟଙ୍କା ଖର୍ଚ୍ଚ ହୋଇଛି। (560, 242, 825, 523)
